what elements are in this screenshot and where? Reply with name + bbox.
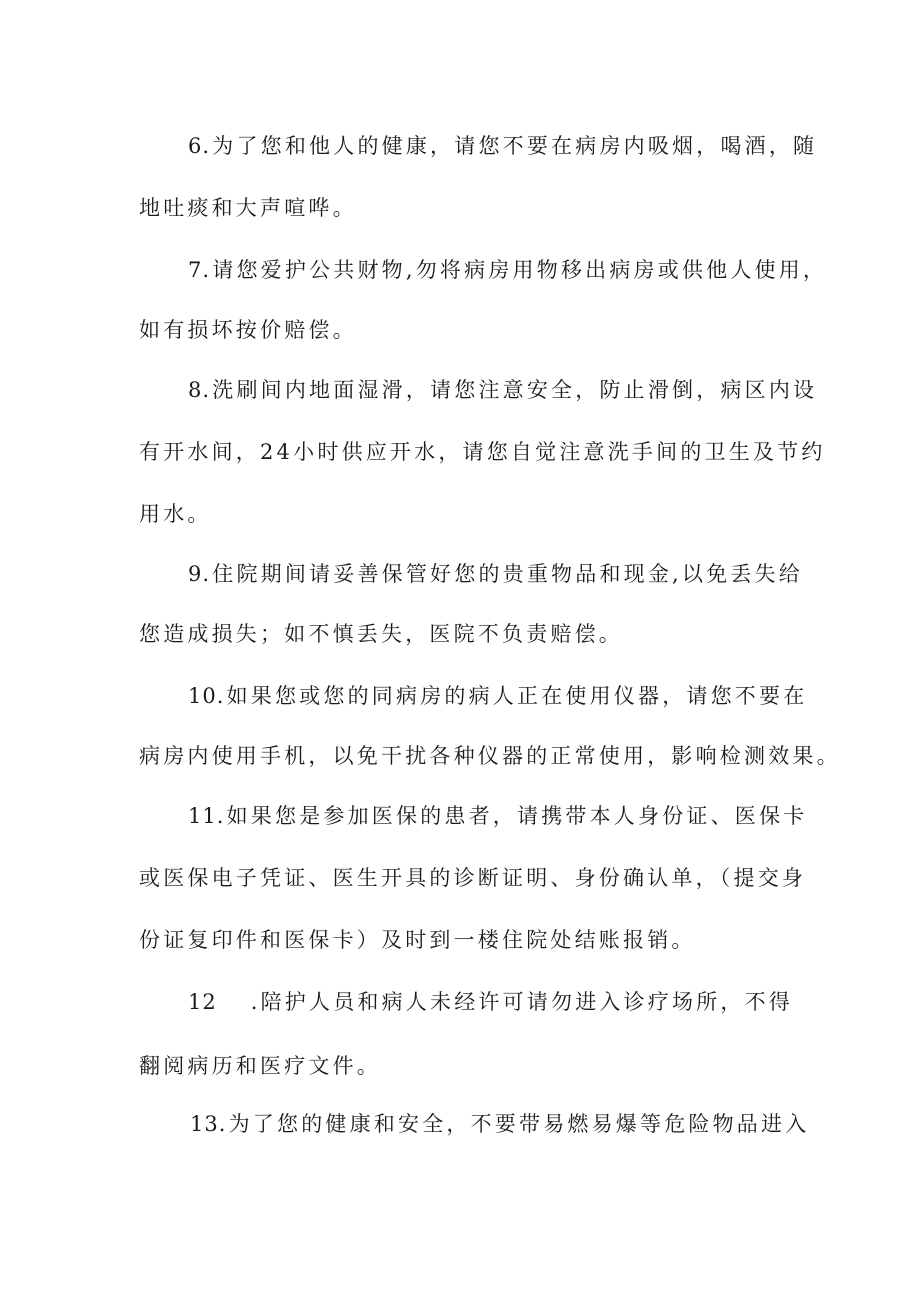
item-8-number: 8	[188, 378, 203, 402]
item-9-text-2: 您造成损失；如不慎丢失，医院不负责赔偿。	[139, 622, 623, 646]
item-12-number: 12	[188, 990, 217, 1014]
item-12-line-1	[188, 988, 793, 1016]
item-12-text-2: 翻阅病历和医疗文件。	[139, 1054, 381, 1078]
item-8-line-2	[139, 438, 826, 466]
item-10-number: 10	[188, 684, 217, 708]
item-9-line-2	[139, 620, 623, 648]
item-8-line-1	[188, 376, 817, 404]
item-7-number: 7	[188, 258, 203, 282]
item-10-text-2: 病房内使用手机，以免干扰各种仪器的正常使用，影响检测效果。	[139, 744, 841, 768]
item-9-line-1	[188, 560, 803, 588]
item-9-text-1: .住院期间请妥善保管好您的贵重物品和现金,以免丢失给	[202, 562, 803, 586]
item-8-line-3	[139, 500, 212, 528]
item-6-line-1	[188, 132, 817, 160]
item-9-number: 9	[188, 562, 203, 586]
item-6-text-2: 地吐痰和大声喧哗。	[139, 196, 357, 220]
item-12-line-2	[139, 1052, 381, 1080]
item-7-line-2	[139, 316, 357, 344]
item-6-number: 6	[188, 134, 203, 158]
item-11-text-1: .如果您是参加医保的患者，请携带本人身份证、医保卡	[216, 804, 808, 828]
item-11-line-1	[188, 802, 807, 830]
item-7-text-2: 如有损坏按价赔偿。	[139, 318, 357, 342]
item-11-text-3: 份证复印件和医保卡）及时到一楼住院处结账报销。	[139, 928, 696, 952]
item-7-line-1	[188, 256, 827, 284]
item-11-text-2: 或医保电子凭证、医生开具的诊断证明、身份确认单，（提交身	[139, 866, 807, 890]
item-13-text-1: .为了您的健康和安全，不要带易燃易爆等危险物品进入	[218, 1112, 810, 1136]
item-10-line-1	[188, 682, 807, 710]
item-11-number: 11	[188, 804, 217, 828]
item-7-text-1: .请您爱护公共财物,勿将病房用物移出病房或供他人使用，	[202, 258, 828, 282]
item-11-line-3	[139, 926, 696, 954]
item-8-text-1: .洗刷间内地面湿滑，请您注意安全，防止滑倒，病区内设	[202, 378, 818, 402]
item-10-text-1: .如果您或您的同病房的病人正在使用仪器，请您不要在	[216, 684, 808, 708]
item-6-line-2	[139, 194, 357, 222]
item-12-text-1: .陪护人员和病人未经许可请勿进入诊疗场所，不得	[250, 990, 794, 1014]
item-13-line-1	[190, 1110, 809, 1138]
item-8-text-2: 有开水间，24小时供应开水，请您自觉注意洗手间的卫生及节约	[139, 440, 826, 464]
item-6-text-1: .为了您和他人的健康，请您不要在病房内吸烟，喝酒，随	[202, 134, 818, 158]
item-11-line-2	[139, 864, 806, 892]
item-10-line-2	[139, 742, 841, 770]
item-8-text-3: 用水。	[139, 502, 212, 526]
item-13-number: 13	[190, 1112, 219, 1136]
